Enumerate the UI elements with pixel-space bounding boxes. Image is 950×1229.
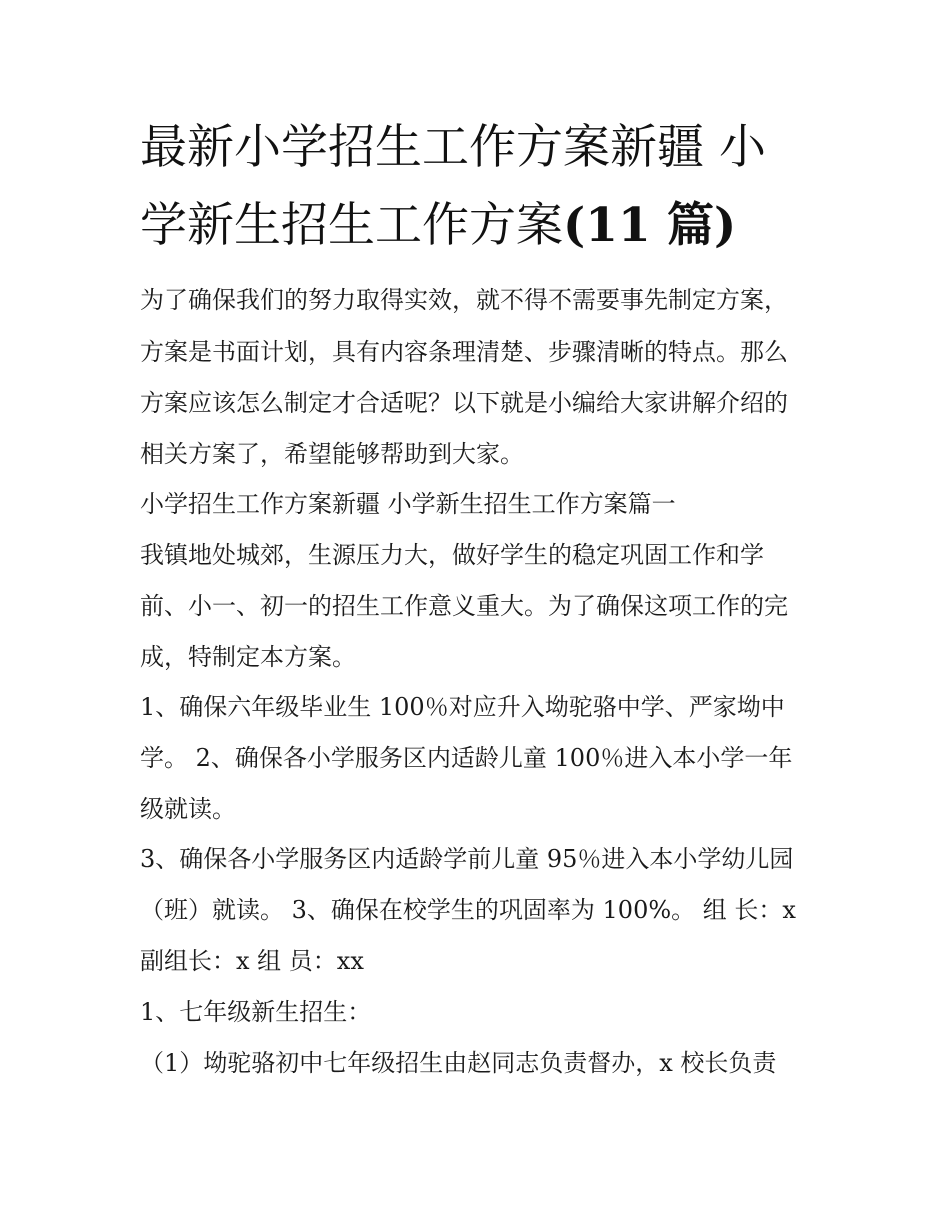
document-title-line-2 bbox=[140, 196, 820, 256]
goal-line: （班）就读。 3、确保在校学生的巩固率为 100%。 组 长：x bbox=[140, 896, 796, 924]
intro-line: 方案应该怎么制定才合适呢？以下就是小编给大家讲解介绍的 bbox=[140, 389, 788, 417]
document-title-text: 学新生招生工作方案 bbox=[140, 198, 563, 253]
intro-line: 方案是书面计划，具有内容条理清楚、步骤清晰的特点。那么 bbox=[140, 338, 788, 366]
goal-line: 1、确保六年级毕业生 100％对应升入坳驼骆中学、严家坳中 bbox=[140, 693, 785, 721]
paragraph-line: 成，特制定本方案。 bbox=[140, 643, 356, 671]
intro-line: 为了确保我们的努力取得实效，就不得不需要事先制定方案， bbox=[140, 286, 788, 314]
goal-line: 副组长：x 组 员：xx bbox=[140, 947, 364, 975]
goal-line: 学。 2、确保各小学服务区内适龄儿童 100％进入本小学一年 bbox=[140, 744, 793, 772]
section-heading: 小学招生工作方案新疆 小学新生招生工作方案篇一 bbox=[140, 490, 676, 518]
paragraph-line: 我镇地处城郊，生源压力大，做好学生的稳定巩固工作和学 bbox=[140, 541, 764, 569]
document-title-count: (11 篇) bbox=[563, 198, 737, 253]
intro-line: 相关方案了，希望能够帮助到大家。 bbox=[140, 440, 524, 468]
document-title-line-1: 最新小学招生工作方案新疆 小 bbox=[140, 120, 766, 175]
paragraph-line: 前、小一、初一的招生工作意义重大。为了确保这项工作的完 bbox=[140, 592, 788, 620]
enroll-line: 1、七年级新生招生： bbox=[140, 998, 372, 1026]
goal-line: 3、确保各小学服务区内适龄学前儿童 95％进入本小学幼儿园 bbox=[140, 845, 794, 873]
enroll-line: （1）坳驼骆初中七年级招生由赵同志负责督办，x 校长负责 bbox=[140, 1049, 777, 1077]
goal-line: 级就读。 bbox=[140, 795, 236, 823]
